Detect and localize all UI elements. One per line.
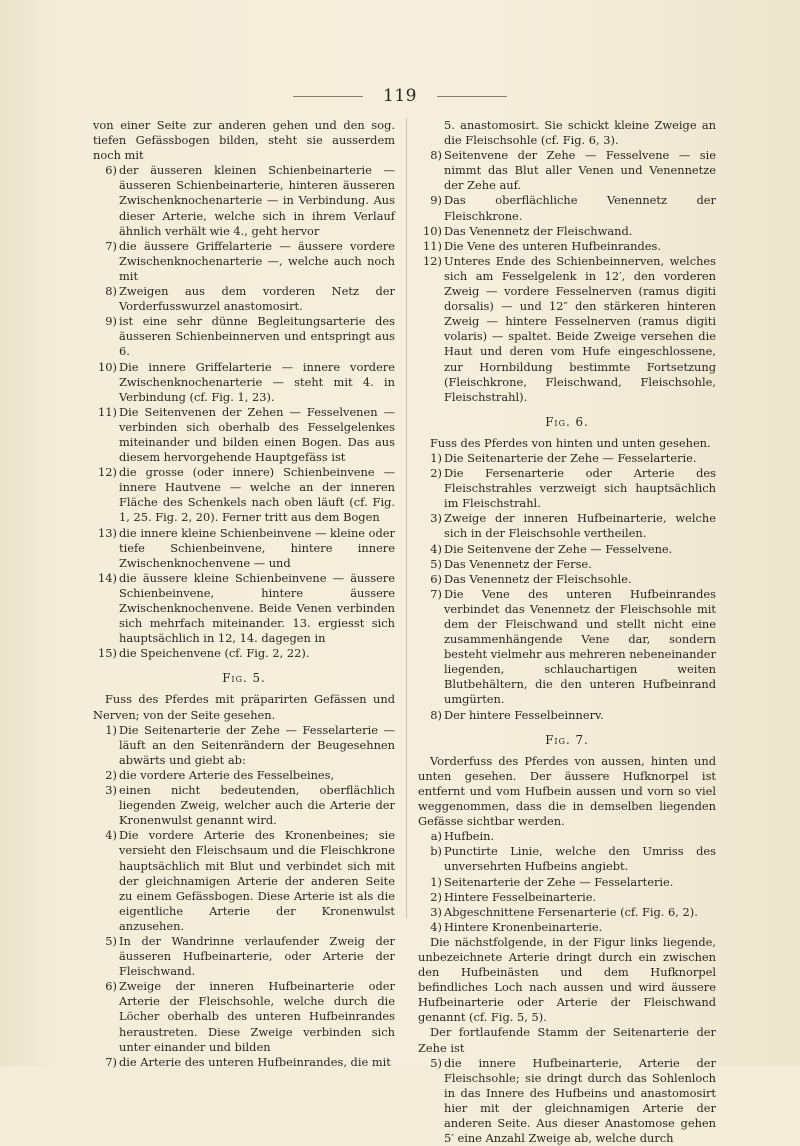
right-list-a bbox=[418, 118, 716, 405]
right-list-c bbox=[418, 829, 716, 935]
list-item: 7) die äussere Griffelarterie — äussere vordere Zwischenknochenarterie —, welche auch noch mit bbox=[105, 238, 395, 283]
header-rule-left bbox=[293, 96, 363, 97]
list-item: a) Hufbein. bbox=[430, 829, 495, 844]
list-item: 7) Die Vene des unteren Hufbeinrandes verbindet das Venennetz der Fleischsohle mit dem der Fleischwand und stellt nicht eine zusammenhängende Vene dar, sondern besteht vielmehr aus mehreren nebeneinander liegenden, schlauchartigen weiten Blutbehältern, die den unteren Hufbeinrand umgürten. bbox=[430, 586, 716, 707]
list-item: 4) Die Seitenvene der Zehe — Fesselvene. bbox=[430, 541, 673, 556]
list-item: 11) Die Vene des unteren Hufbeinrandes. bbox=[423, 238, 661, 253]
right-list-b bbox=[418, 451, 716, 723]
list-item: 8) Zweigen aus dem vorderen Netz der Vorderfusswurzel anastomosirt. bbox=[105, 284, 395, 314]
list-item: 10) Das Venennetz der Fleischwand. bbox=[423, 223, 633, 238]
list-item: 4) Hintere Kronenbeinarterie. bbox=[430, 919, 603, 934]
list-item: 5. anastomosirt. Sie schickt kleine Zweige an die Fleischsohle (cf. Fig. 6, 3). bbox=[444, 118, 716, 148]
list-item: 4) Die vordere Arterie des Kronenbeines; sie versieht den Fleischsaum und die Fleischkrone hauptsächlich mit Blut und verbindet sich mit der gleichnamigen Arterie der anderen Seite zu einem Gefässbogen. Diese Arterie ist als die eigentliche Arterie der Kronenwulst anzusehen. bbox=[105, 828, 395, 933]
list-item: 3) Abgeschnittene Fersenarterie (cf. Fig. 6, 2). bbox=[430, 904, 698, 919]
list-item: 2) Hintere Fesselbeinarterie. bbox=[430, 889, 597, 904]
list-item: 9) Das oberflächliche Venennetz der Fleischkrone. bbox=[430, 193, 716, 223]
list-item: 8) Seitenvene der Zehe — Fesselvene — sie nimmt das Blut aller Venen und Venennetze der Zehe auf. bbox=[430, 148, 716, 193]
fig7-heading: Fig. 7. bbox=[545, 732, 589, 747]
list-item: 9) ist eine sehr dünne Begleitungsarterie des äusseren Schienbeinnerven und entspringt aus 6. bbox=[105, 314, 395, 359]
fig7-paragraph-1: Die nächstfolgende, in der Figur links liegende, unbezeichnete Arterie dringt durch ein zwischen den Hufbeinästen und dem Hufknorpel befindliches Loch nach aussen und wird äussere Hufbeinarterie oder Arterie der Fleischwand genannt (cf. Fig. 5, 5). bbox=[418, 934, 716, 1025]
fig5-intro: Fuss des Pferdes mit präparirten Gefässen und Nerven; von der Seite gesehen. bbox=[93, 692, 395, 722]
list-item: 5) die innere Hufbeinarterie, Arterie der Fleischsohle; sie dringt durch das Sohlenloch in das Innere des Hufbeins und anastomosirt hier mit der gleichnamigen Arterie der anderen Seite. Aus dieser Anastomose gehen 5′ eine Anzahl Zweige ab, welche durch bbox=[430, 1055, 716, 1146]
list-item: 6) Das Venennetz der Fleischsohle. bbox=[430, 571, 632, 586]
fig6-heading: Fig. 6. bbox=[545, 414, 589, 429]
list-item: 8) Der hintere Fesselbeinnerv. bbox=[430, 707, 604, 722]
header-rule-right bbox=[437, 96, 507, 97]
left-list-a bbox=[93, 163, 395, 661]
fig7-intro: Vorderfuss des Pferdes von aussen, hinten und unten gesehen. Der äussere Hufknorpel ist entfernt und vom Hufbein aussen und vorn so viel weggenommen, dass die in demselben liegenden Gefässe sichtbar werden. bbox=[418, 753, 716, 829]
list-item: 2) Die Fersenarterie oder Arterie des Fleischstrahles verzweigt sich hauptsächlich im Fleischstrahl. bbox=[430, 466, 716, 511]
list-item: 1) Die Seitenarterie der Zehe — Fesselarterie — läuft an den Seitenrändern der Beugesehnen abwärts und giebt ab: bbox=[105, 722, 395, 767]
list-item: 12) Unteres Ende des Schienbeinnerven, welches sich am Fesselgelenk in 12′, den vorderen Zweig — vordere Fesselnerven (ramus digiti dorsalis) — und 12″ den stärkeren hinteren Zweig — hintere Fesselnerven (ramus digiti volaris) — spaltet. Beide Zweige versehen die Haut und deren vom Hufe eingeschlossene, zur Hornbildung bestimmte Fortsetzung (Fleischkrone, Fleischwand, Fleischsohle, Fleischstrahl). bbox=[423, 253, 716, 404]
list-item: 1) Seitenarterie der Zehe — Fesselarterie. bbox=[430, 874, 674, 889]
list-item: 5) Das Venennetz der Ferse. bbox=[430, 556, 592, 571]
list-item: 15) die Speichenvene (cf. Fig. 2, 22). bbox=[98, 646, 310, 661]
fig6-intro: Fuss des Pferdes von hinten und unten gesehen. bbox=[430, 435, 711, 450]
list-item: 6) der äusseren kleinen Schienbeinarterie — äusseren Schienbeinarterie, hinteren äusseren Zwischenknochenarterie — in Verbindung. Aus dieser Arterie, welche sich in ihrem Verlauf ähnlich verhält wie 4., geht hervor bbox=[105, 163, 395, 238]
right-column bbox=[418, 118, 716, 1146]
list-item: 11) Die Seitenvenen der Zehen — Fesselvenen — verbinden sich oberhalb des Fesselgelenkes miteinander und bilden einen Bogen. Das aus diesem hervorgehende Hauptgefäss ist bbox=[98, 404, 395, 465]
list-item: 7) die Arterie des unteren Hufbeinrandes, die mit bbox=[105, 1054, 391, 1069]
left-column bbox=[93, 118, 395, 1070]
fig7-paragraph-2: Der fortlaufende Stamm der Seitenarterie der Zehe ist bbox=[418, 1025, 716, 1055]
list-item: 12) die grosse (oder innere) Schienbeinvene — innere Hautvene — welche an der inneren Fläche des Schenkels nach oben läuft (cf. Fig. 1, 25. Fig. 2, 20). Ferner tritt aus dem Bogen bbox=[98, 465, 395, 525]
right-list-d bbox=[418, 1056, 716, 1146]
list-item: 14) die äussere kleine Schienbeinvene — äussere Schienbeinvene, hintere äussere Zwischenknochenvene. Beide Venen verbinden sich mehrfach miteinander. 13. ergiesst sich hauptsächlich in 12, 14. dagegen in bbox=[98, 570, 395, 646]
left-list-b bbox=[93, 723, 395, 1070]
list-item: 6) Zweige der inneren Hufbeinarterie oder Arterie der Fleischsohle, welche durch die Löcher oberhalb des unteren Hufbeinrandes heraustreten. Diese Zweige verbinden sich unter einander und bilden bbox=[105, 979, 395, 1054]
list-item: b) Punctirte Linie, welche den Umriss des unversehrten Hufbeins angiebt. bbox=[430, 844, 716, 874]
list-item: 3) einen nicht bedeutenden, oberflächlich liegenden Zweig, welcher auch die Arterie der Kronenwulst genannt wird. bbox=[105, 783, 395, 828]
list-item: 3) Zweige der inneren Hufbeinarterie, welche sich in der Fleischsohle vertheilen. bbox=[430, 511, 716, 541]
list-item: 5) In der Wandrinne verlaufender Zweig der äusseren Hufbeinarterie, oder Arterie der Fleischwand. bbox=[105, 933, 395, 979]
list-item: 2) die vordere Arterie des Fesselbeines, bbox=[105, 767, 335, 782]
column-divider bbox=[406, 118, 407, 918]
list-item: 1) Die Seitenarterie der Zehe — Fesselarterie. bbox=[430, 450, 697, 465]
list-item: 10) Die innere Griffelarterie — innere vordere Zwischenknochenarterie — steht mit 4. in Verbindung (cf. Fig. 1, 23). bbox=[98, 359, 395, 404]
fig5-heading: Fig. 5. bbox=[222, 671, 266, 686]
left-intro: von einer Seite zur anderen gehen und den sog. tiefen Gefässbogen bilden, steht sie ausserdem noch mit bbox=[93, 118, 395, 163]
list-item: 13) die innere kleine Schienbeinvene — kleine oder tiefe Schienbeinvene, hintere innere Zwischenknochenvene — und bbox=[98, 525, 395, 570]
page-number: 119 bbox=[383, 86, 417, 106]
page-header bbox=[0, 86, 800, 106]
